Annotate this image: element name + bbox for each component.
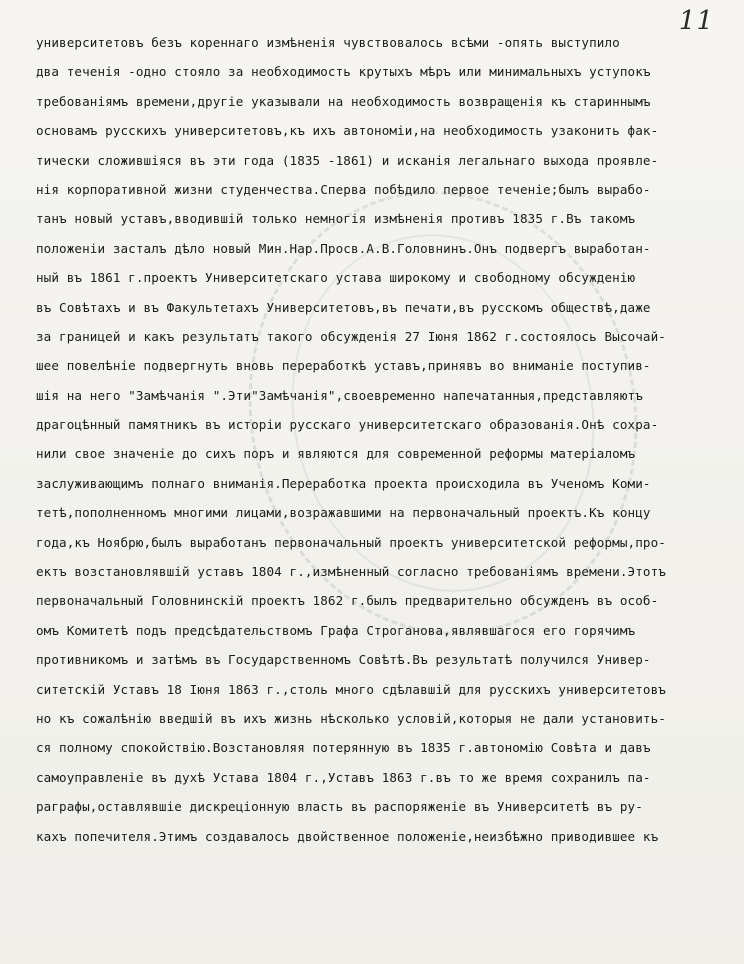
text-line: нія корпоративной жизни студенчества.Сперва побѣдило первое теченіе;былъ вырабо- [36, 181, 651, 197]
text-line: требованіямъ времени,другіе указывали на необходимость возвращенія къ стариннымъ [36, 93, 651, 109]
text-line: года,къ Ноябрю,былъ выработанъ первоначальный проектъ университетской реформы,про- [36, 534, 666, 550]
text-line: кахъ попечителя.Этимъ создавалось двойственное положеніе,неизбѣжно приводившее къ [36, 828, 659, 844]
text-line: раграфы,оставлявшіе дискреціонную власть въ распоряженіе въ Университетѣ въ ру- [36, 799, 643, 815]
body-text [36, 28, 736, 851]
text-line: университетовъ безъ кореннаго измѣненія чувствовалось всѣми -опять выступило [36, 35, 620, 50]
text-line: два теченія -одно стояло за необходимость крутыхъ мѣръ или минимальныхъ уступокъ [36, 64, 651, 80]
text-line: самоуправленіе въ духѣ Устава 1804 г.,Уставъ 1863 г.въ то же время сохранилъ па- [36, 769, 651, 785]
page-number: 11 [678, 6, 714, 36]
text-line: ный въ 1861 г.проектъ Университетскаго устава широкому и свободному обсужденію [36, 270, 636, 286]
text-line: въ Совѣтахъ и въ Факультетахъ Университетовъ,въ печати,въ русскомъ обществѣ,даже [36, 299, 651, 315]
text-line: шія на него "Замѣчанія ".Эти"Замѣчанія",своевременно напечатанныя,представляютъ [36, 387, 643, 403]
text-line: нили свое значеніе до сихъ поръ и являются для современной реформы матеріаломъ [36, 446, 636, 462]
text-line: заслуживающимъ полнаго вниманія.Переработка проекта происходила въ Ученомъ Коми- [36, 475, 651, 491]
text-line: за границей и какъ результатъ такого обсужденія 27 Іюня 1862 г.состоялось Высочай- [36, 328, 666, 344]
text-line: противникомъ и затѣмъ въ Государственномъ Совѣтѣ.Въ результатѣ получился Универ- [36, 652, 651, 668]
text-line: первоначальный Головнинскій проектъ 1862 г.былъ предварительно обсужденъ въ особ- [36, 593, 659, 609]
text-line: драгоцѣнный памятникъ въ исторіи русскаго университетскаго образованія.Онѣ сохра- [36, 417, 659, 433]
text-line: ситетскій Уставъ 18 Іюня 1863 г.,столь много сдѣлавшій для русскихъ университетовъ [36, 681, 666, 697]
text-line: но къ сожалѣнію введшій въ ихъ жизнь нѣсколько условій,которыя не дали установить- [36, 710, 666, 726]
text-line: танъ новый уставъ,вводившій только немногія измѣненія противъ 1835 г.Въ такомъ [36, 211, 636, 227]
text-line: ся полному спокойствію.Возстановляя потерянную въ 1835 г.автономію Совѣта и давъ [36, 740, 651, 756]
text-line: омъ Комитетѣ подъ предсѣдательствомъ Графа Строганова,являвшагося его горячимъ [36, 622, 636, 638]
text-line: основамъ русскихъ университетовъ,къ ихъ автономіи,на необходимость узаконить фак- [36, 123, 659, 139]
text-line: тетѣ,пополненномъ многими лицами,возражавшими на первоначальный проектъ.Къ концу [36, 505, 651, 521]
text-line: ектъ возстановлявшій уставъ 1804 г.,измѣненный согласно требованіямъ времени.Этотъ [36, 564, 666, 580]
text-line: шее повелѣніе подвергнуть вновь переработкѣ уставъ,принявъ во вниманіе поступив- [36, 358, 651, 374]
text-line: положеніи засталъ дѣло новый Мин.Нар.Просв.А.В.Головнинъ.Онъ подвергъ выработан- [36, 240, 651, 256]
text-line: тически сложившіяся въ эти года (1835 -1861) и исканія легальнаго выхода проявле- [36, 152, 659, 168]
